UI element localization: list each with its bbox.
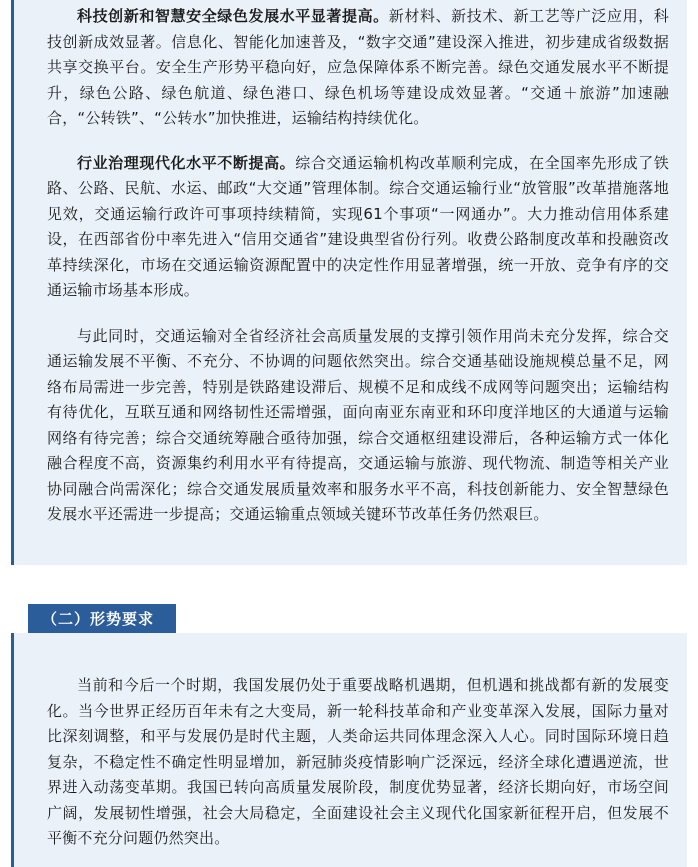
paragraph-tech-innovation [47,4,669,132]
bottom-text-panel [11,633,687,867]
paragraph-situation: 当前和今后一个时期，我国发展仍处于重要战略机遇期，但机遇和挑战都有新的发展变化。当今世界正经历百年未有之大变局，新一轮科技革命和产业变革深入发展，国际力量对比深刻调整，和平与发展仍是时代主题，人类命运共同体理念深入人心。同时国际环境日趋复杂，不稳定性不确定性明显增加，新冠肺炎疫情影响广泛深远，经济全球化遭遇逆流，世界进入动荡变革期。我国已转向高质量发展阶段，制度优势显著，经济长期向好，市场空间广阔，发展韧性增强，社会大局稳定，全面建设社会主义现代化国家新征程开启，但发展不平衡不充分问题仍然突出。 [47,676,669,847]
paragraph-heading: 行业治理现代化水平不断提高。 [77,153,296,172]
paragraph-body: 新材料、新技术、新工艺等广泛应用，科技创新成效显著。信息化、智能化加速普及，“数字交通”建设深入推进，初步建成省级数据共享交换平台。安全生产形势平稳向好，应急保障体系不断完善。绿色交通发展水平不断提升，绿色公路、绿色航道、绿色港口、绿色机场等建设成效显著。“交通＋旅游”加速融合，“公转铁”、“公转水”加快推进，运输结构持续优化。 [47,7,669,127]
paragraph-shortcomings: 与此同时，交通运输对全省经济社会高质量发展的支撑引领作用尚未充分发挥，综合交通运输发展不平衡、不充分、不协调的问题依然突出。综合交通基础设施规模总量不足，网络布局需进一步完善，特别是铁路建设滞后、规模不足和成线不成网等问题突出；运输结构有待优化，互联互通和网络韧性还需增强，面向南亚东南亚和环印度洋地区的大通道与运输网络有待完善；综合交通统筹融合亟待加强，综合交通枢纽建设滞后，各种运输方式一体化融合程度不高，资源集约利用水平有待提高，交通运输与旅游、现代物流、制造等相关产业协同融合尚需深化；综合交通发展质量效率和服务水平不高，科技创新能力、安全智慧绿色发展水平还需进一步提高；交通运输重点领域关键环节改革任务仍然艰巨。 [47,326,669,523]
top-text-panel [11,0,687,565]
paragraph-heading: 科技创新和智慧安全绿色发展水平显著提高。 [77,7,389,25]
paragraph-body: 综合交通运输机构改革顺利完成，在全国率先形成了铁路、公路、民航、水运、邮政“大交通”管理体制。综合交通运输行业“放管服”改革措施落地见效，交通运输行政许可事项持续精简，实现61个事项“一网通办”。大力推动信用体系建设，在西部省份中率先进入“信用交通省”建设典型省份行列。收费公路制度改革和投融资改革持续深化，市场在交通运输资源配置中的决定性作用显著增强，统一开放、竞争有序的交通运输市场基本形成。 [47,153,669,299]
paragraph-governance [47,151,669,304]
section-header-tab: （二）形势要求 [28,604,176,634]
